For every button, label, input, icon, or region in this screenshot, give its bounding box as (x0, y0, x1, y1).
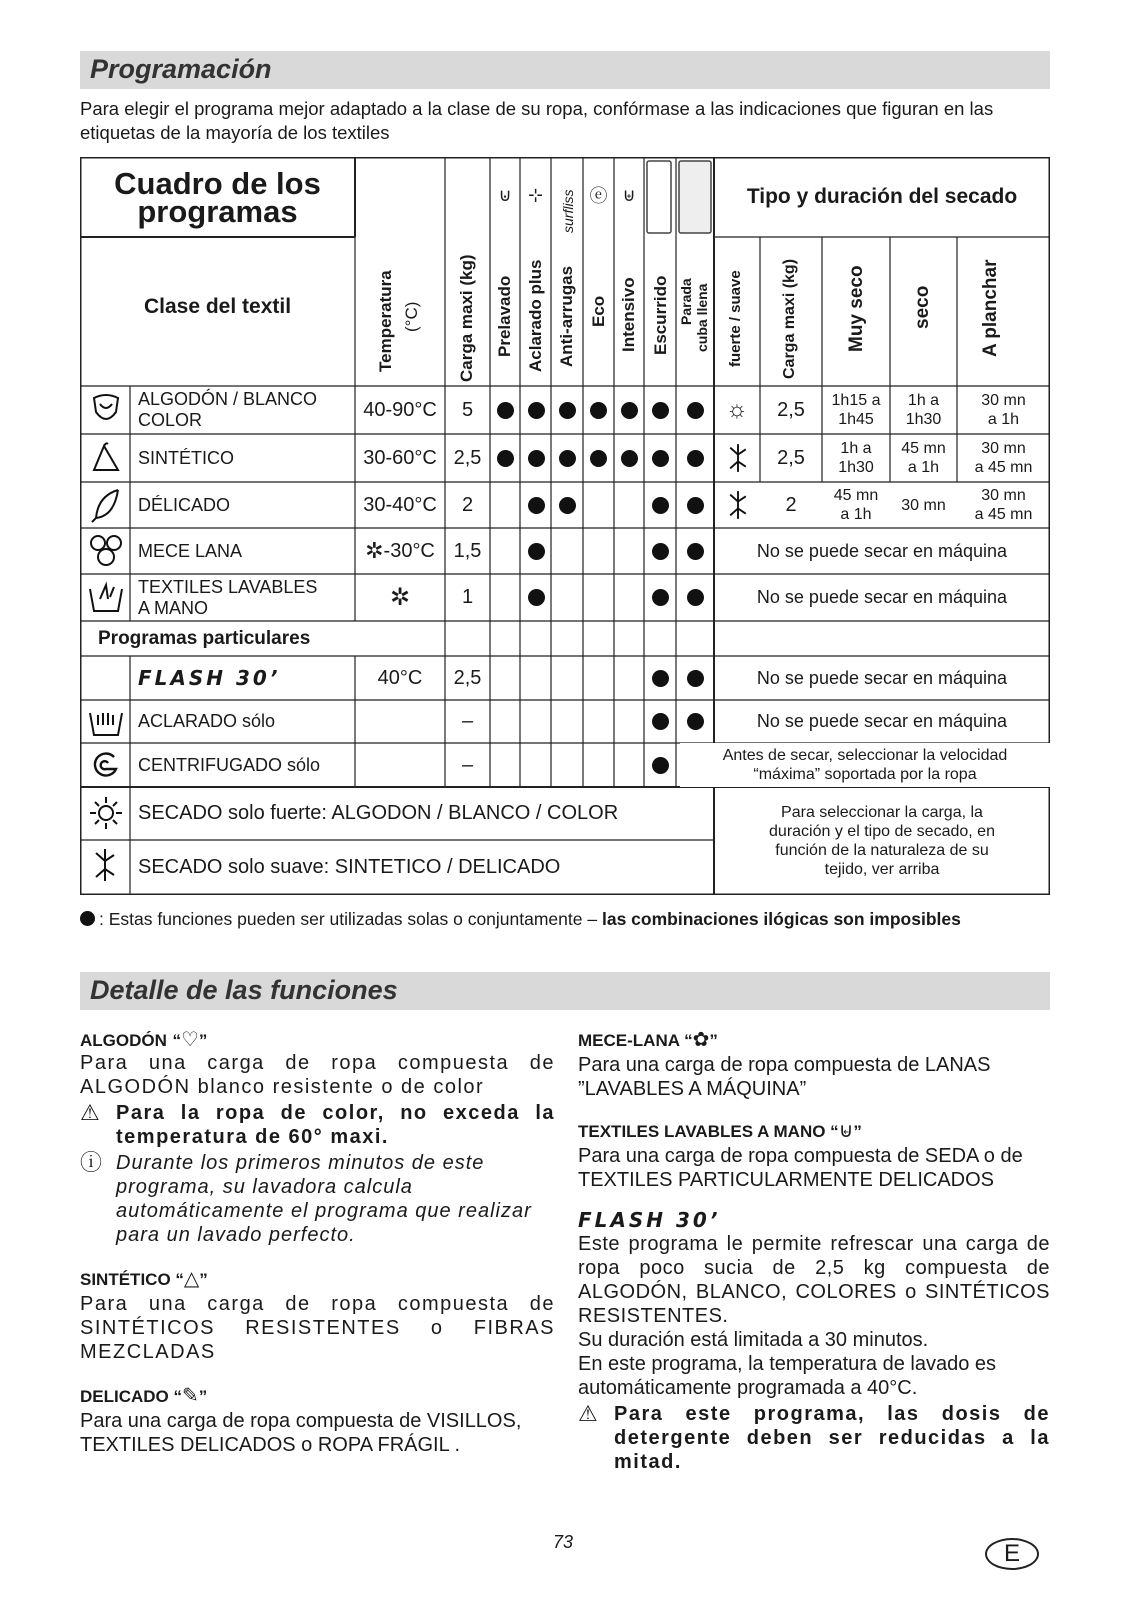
temperature-header: Temperatura (376, 270, 395, 372)
dry-header-load: Carga maxi (kg) (781, 258, 798, 379)
option-header-rinse-plus: Aclarado plus (526, 259, 545, 372)
synthetic-icon (88, 438, 124, 478)
dry-header-very-dry: Muy seco (846, 265, 867, 352)
row-cotton-very-dry: 1h15 a 1h45 (831, 392, 881, 428)
row-synthetic-load: 2,5 (453, 446, 482, 469)
option-dot (652, 543, 669, 560)
option-dot (652, 713, 669, 730)
option-dot (687, 497, 704, 514)
row-spin-label: CENTRIFUGADO sólo (138, 754, 321, 775)
row-rinse-label: ACLARADO sólo (138, 711, 276, 731)
row-cotton-dry: 1h a 1h30 (905, 392, 942, 428)
row-wool-label: MECE LANA (138, 540, 243, 561)
dry-header-dry: seco (912, 285, 933, 329)
load-header: Carga maxi (kg) (457, 254, 476, 382)
synthetic-icon: △ (183, 1268, 200, 1290)
row-flash-no-dry: No se puede secar en máquina (756, 667, 1008, 688)
section-header-programacion (80, 51, 1050, 89)
row-handwash-label: TEXTILES LAVABLES A MANO (138, 576, 318, 618)
option-dot (687, 713, 704, 730)
option-header-anti-crease: Anti-arrugas (557, 265, 576, 367)
textile-class-header: Clase del textil (143, 295, 292, 318)
mecelana-block: MECE-LANA “✿” Para una carga de ropa compuesta de LANAS ”LAVABLES A MÁQUINA” (578, 1029, 991, 1100)
option-dot (687, 589, 704, 606)
row-cotton-iron: 30 mn a 1h (981, 392, 1026, 428)
row-rinse-no-dry: No se puede secar en máquina (756, 711, 1008, 731)
row-delicate-very-dry: 45 mn a 1h (833, 487, 879, 523)
language-badge: E (985, 1538, 1039, 1570)
option-dot (559, 402, 576, 419)
option-dot (528, 450, 545, 467)
algodon-block: ALGODÓN “♡” Para una carga de ropa compuesta de ALGODÓN blanco resistente o de color ⚠ Para la ropa de color, no exceda la temperatura de 60° maxi. ⓘ Durante los primeros minutos de este programa, su lavadora calcula automáticamente el programa que realizar para un lavado perfecto. (80, 1029, 555, 1246)
sun-strong-dry-icon (88, 793, 124, 833)
row-delicate-load: 2 (461, 493, 474, 516)
rinse-plus-icon: ⊹ (527, 184, 544, 205)
section-header-detalle (80, 972, 1050, 1010)
row-delicate-dry-load: 2 (785, 493, 797, 516)
option-dot (497, 450, 514, 467)
option-dot (687, 670, 704, 687)
option-dot (590, 402, 607, 419)
cold-icon: ✲ (365, 538, 384, 563)
info-icon: ⓘ (80, 1150, 103, 1175)
hand-wash-icon (86, 577, 126, 617)
delicate-icon: ✎ (182, 1385, 199, 1407)
table-legend: : Estas funciones pueden ser utilizadas solas o conjuntamente – las combinaciones ilógicas son imposibles (80, 909, 1050, 930)
row-handwash-no-dry: No se puede secar en máquina (756, 587, 1008, 607)
row-synthetic-label: SINTÉTICO (138, 447, 235, 468)
row-flash-temp: 40°C (377, 666, 423, 689)
row-synthetic-dry-load: 2,5 (777, 446, 805, 469)
section-title: Programación (90, 54, 272, 84)
details-left-column (80, 1028, 555, 1457)
program-table (80, 157, 1050, 895)
row-cotton-load: 5 (461, 398, 474, 421)
hand-wash-icon: ⊌ (838, 1120, 854, 1142)
option-dot (652, 589, 669, 606)
option-dot (559, 450, 576, 467)
cotton-icon: ♡ (180, 1029, 199, 1051)
option-dot (652, 757, 669, 774)
row-delicate-temp: 30-40°C (363, 493, 437, 516)
option-dot (652, 450, 669, 467)
row-cotton-label: ALGODÓN / BLANCO COLOR (138, 389, 318, 430)
dry-header-iron: A planchar (980, 259, 1001, 357)
option-dot (528, 402, 545, 419)
row-delicate-dry: 30 mn (901, 496, 946, 514)
row-delicate-iron: 30 mn a 45 mn (974, 487, 1033, 523)
row-synthetic-iron: 30 mn a 45 mn (974, 440, 1033, 476)
bullet-dot-icon (80, 911, 95, 926)
option-dot (528, 497, 545, 514)
option-dot (497, 402, 514, 419)
intensive-icon: ⊎ (622, 184, 636, 205)
option-dot (528, 589, 545, 606)
row-cotton-dry-load: 2,5 (777, 398, 805, 421)
option-dot (687, 543, 704, 560)
drying-header: Tipo y duración del secado (746, 185, 1018, 208)
warning-icon: ⚠ (80, 1100, 100, 1125)
option-dot (652, 497, 669, 514)
row-cotton-temp: 40-90°C (363, 398, 437, 421)
option-header-intensive: Intensivo (619, 277, 638, 352)
option-header-stop-1: Parada (678, 278, 694, 325)
row-spin-note: Antes de secar, seleccionar la velocidad “máxima” soportada por la ropa (680, 743, 1050, 787)
wool-icon: ✿ (692, 1029, 710, 1051)
dry-only-note: Para seleccionar la carga, la duración y el tipo de secado, en función de la naturaleza de su tejido, ver arriba (769, 804, 995, 878)
row-delicate-label: DÉLICADO (138, 494, 231, 515)
eco-icon: ⓔ (589, 186, 608, 206)
dry-header-strength: fuerte / suave (727, 270, 744, 367)
temperature-unit: (°C) (402, 301, 421, 332)
dry-soft-icon (725, 487, 751, 523)
manual-block: TEXTILES LAVABLES A MANO “⊌” Para una carga de ropa compuesta de SEDA o de TEXTILES PARTICULARMENTE DELICADOS (578, 1120, 1023, 1191)
rinse-icon (86, 703, 126, 741)
option-dot (528, 543, 545, 560)
intro-paragraph: Para elegir el programa mejor adaptado a la clase de su ropa, confórmase a las indicaciones que figuran en las etiquetas de la mayoría de los textiles (80, 98, 994, 143)
row-synthetic-temp: 30-60°C (363, 446, 437, 469)
option-dot (621, 402, 638, 419)
option-dot (687, 402, 704, 419)
option-dot (621, 450, 638, 467)
row-rinse-load: – (461, 710, 474, 732)
row-wool-no-dry: No se puede secar en máquina (756, 540, 1008, 561)
row-synthetic-dry: 45 mn a 1h (901, 440, 946, 476)
sintetico-block: SINTÉTICO “△” Para una carga de ropa compuesta de SINTÉTICOS RESISTENTES o FIBRAS MEZCLADAS (80, 1268, 555, 1363)
soft-dry-icon (90, 845, 120, 885)
details-right-column (578, 1028, 1050, 1474)
wool-icon (86, 531, 126, 571)
prewash-icon: ⊍ (498, 184, 512, 205)
row-spin-load: – (461, 753, 474, 776)
option-header-spin: Escurrido (651, 275, 670, 355)
row-flash-label: FLASH 30’ (138, 666, 281, 690)
dry-soft-icon (725, 440, 751, 476)
row-synthetic-very-dry: 1h a 1h30 (838, 440, 874, 476)
row-handwash-load: 1 (461, 586, 474, 608)
option-dot (590, 450, 607, 467)
page-number: 73 (553, 1532, 574, 1552)
warning-icon: ⚠ (578, 1401, 598, 1426)
special-programs-header: Programas particulares (98, 627, 311, 649)
surfliss-icon: surfliss (560, 189, 576, 233)
delicado-block: DELICADO “✎” Para una carga de ropa compuesta de VISILLOS, TEXTILES DELICADOS o ROPA FRÁGIL . (80, 1385, 522, 1456)
table-title: Cuadro de los programas (114, 166, 321, 229)
option-header-prewash: Prelavado (495, 275, 514, 357)
flash-block: FLASH 30’ Este programa le permite refrescar una carga de ropa poco sucia de 2,5 kg compuesta de ALGODÓN, BLANCO, COLORES o SINTÉTICOS RESISTENTES. Su duración está limitada a 30 minutos. En este programa, la temperatura de lavado es automáticamente programada a 40°C. ⚠ Para este programa, las dosis de detergente deben ser reducidas a la mitad. (578, 1208, 1050, 1473)
dry-only-strong: SECADO solo fuerte: ALGODON / BLANCO / COLOR (138, 802, 619, 824)
option-dot (652, 670, 669, 687)
dry-strong-icon: ☼ (726, 396, 748, 423)
row-flash-load: 2,5 (453, 666, 482, 689)
spin-icon (88, 747, 124, 785)
section-title: Detalle de las funciones (90, 975, 398, 1005)
cotton-icon (88, 390, 124, 430)
row-wool-load: 1,5 (453, 539, 482, 562)
option-header-stop-2: cuba llena (694, 283, 710, 352)
option-dot (687, 450, 704, 467)
delicate-icon (88, 486, 124, 526)
option-dot (652, 402, 669, 419)
row-wool-temp: ✲ -30°C (365, 538, 435, 563)
option-header-eco: Eco (589, 295, 608, 327)
cold-only-icon: ✲ (389, 584, 411, 611)
option-dot (559, 497, 576, 514)
dry-only-soft: SECADO solo suave: SINTETICO / DELICADO (138, 856, 561, 878)
